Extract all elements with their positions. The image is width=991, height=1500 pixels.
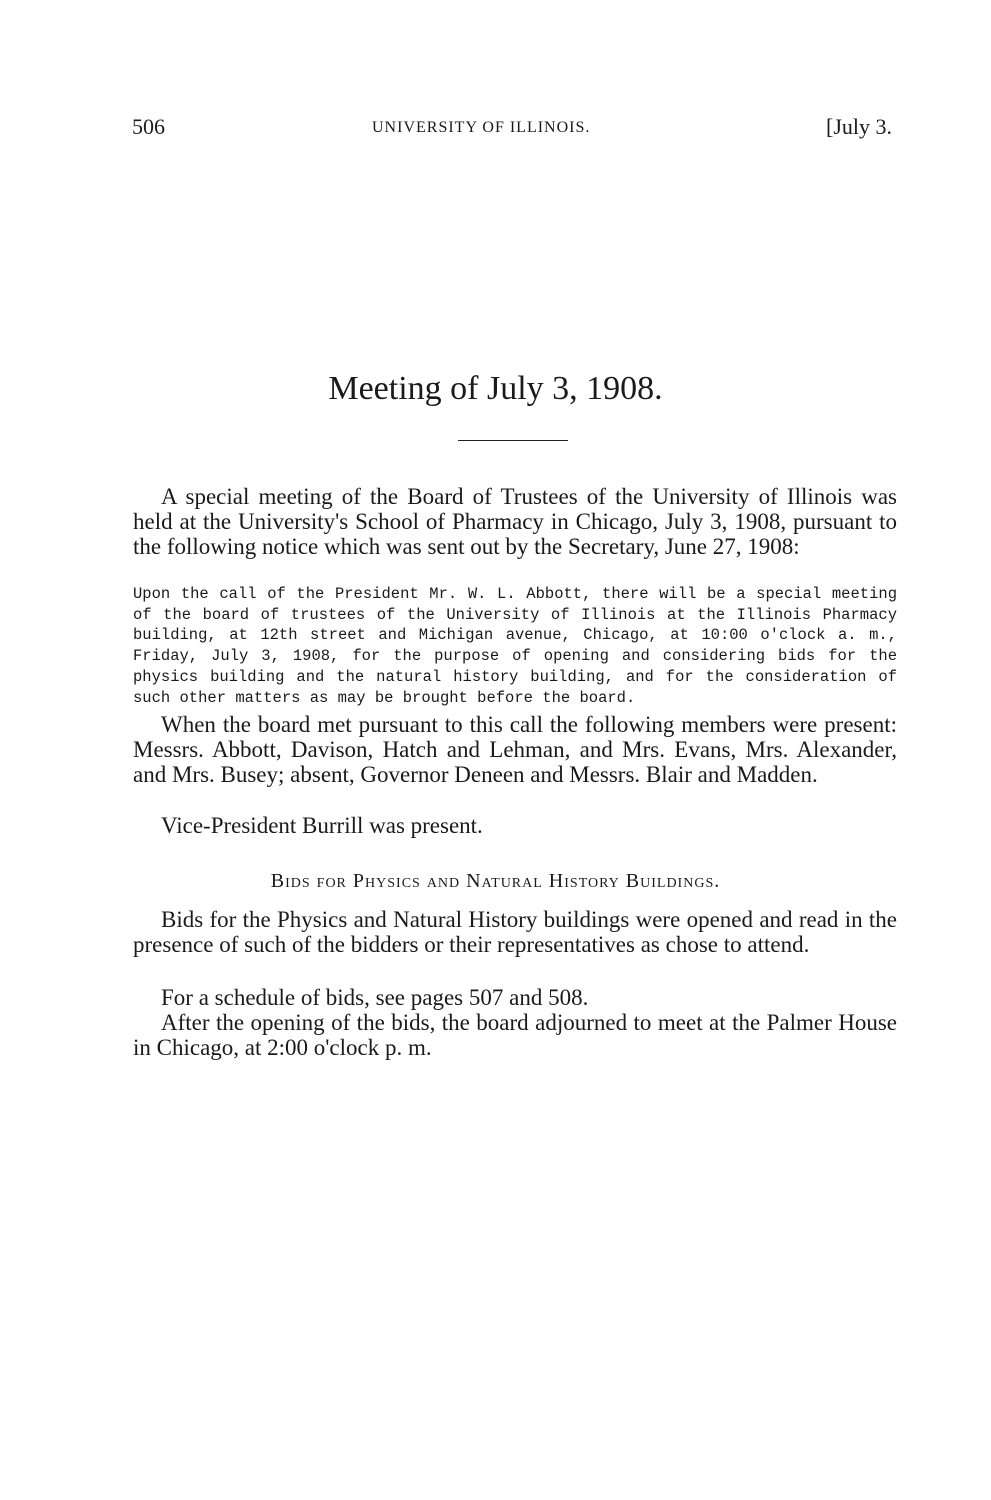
date-mark: [July 3.: [826, 114, 892, 139]
vice-president-paragraph: Vice-President Burrill was present.: [161, 813, 483, 838]
schedule-paragraph: For a schedule of bids, see pages 507 and 508.: [161, 985, 589, 1010]
running-head: [132, 114, 892, 144]
intro-paragraph: A special meeting of the Board of Trustees of the University of Illinois was held at the University's School of Pharmacy in Chicago, July 3, 1908, pursuant to the following notice which was sent out by the Secretary, June 27, 1908:: [133, 484, 897, 559]
meeting-title: Meeting of July 3, 1908.: [328, 370, 663, 407]
page-number: 506: [132, 114, 165, 139]
notice-paragraph: Upon the call of the President Mr. W. L. Abbott, there will be a special meeting of the board of trustees of the University of Illinois at the Illinois Pharmacy building, at 12th street and Michigan avenue, Chicago, at 10:00 o'clock a. m., Friday, July 3, 1908, for the purpose of opening and considering bids for the physics building and the natural history building, and for the consideration of such other matters as may be brought before the board.: [133, 585, 897, 707]
bids-paragraph: Bids for the Physics and Natural History buildings were opened and read in the presence of such of the bidders or their representatives as chose to attend.: [133, 907, 897, 957]
attendance-paragraph: When the board met pursuant to this call the following members were present: Messrs. Abbott, Davison, Hatch and Lehman, and Mrs. Evans, Mrs. Alexander, and Mrs. Busey; absent, Governor Deneen and Messrs. Blair and Madden.: [133, 712, 897, 787]
title-rule: [458, 440, 568, 441]
section-heading: Bids for Physics and Natural History Buildings.: [270, 870, 721, 892]
journal-title: UNIVERSITY OF ILLINOIS.: [372, 119, 591, 136]
adjournment-paragraph: After the opening of the bids, the board adjourned to meet at the Palmer House in Chicago, at 2:00 o'clock p. m.: [133, 1010, 897, 1060]
